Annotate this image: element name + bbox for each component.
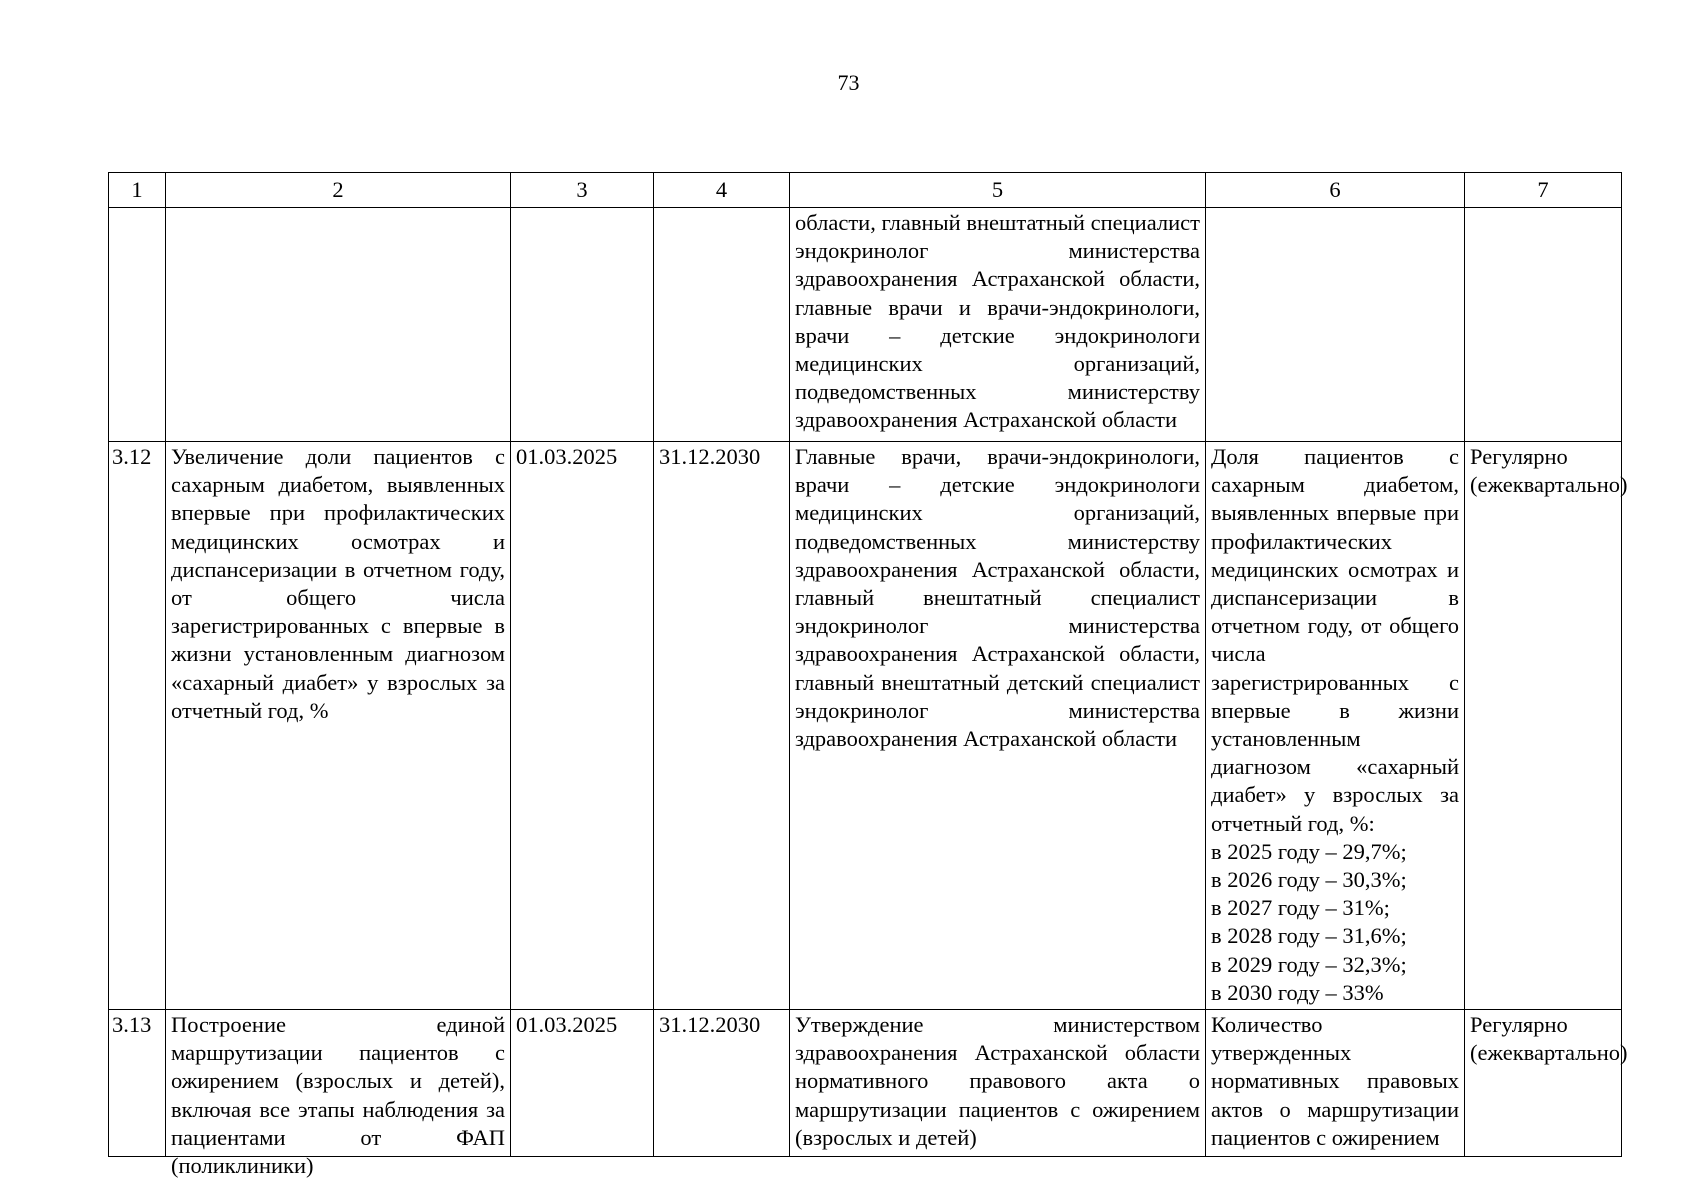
cell-empty [1465,208,1622,442]
indicator-cell [1206,442,1465,1010]
responsible-executors: Главные врачи, врачи-эндокринологи, врачи – детские эндокринологи медицинских организаций, подведомственных министерству здравоохранения Астраханской области, главный внештатный специалист эндокринолог министерства здравоохранения Астраханской области, главный внештатный детский специалист эндокринолог министерства здравоохранения Астраханской области [790,442,1206,1010]
continuation-responsible: области, главный внештатный специалист эндокринолог министерства здравоохранения Астраханской области, главные врачи и врачи-эндокринологи, врачи – детские эндокринологи медицинских организаций, подведомственных министерству здравоохранения Астраханской области [790,208,1206,442]
start-date: 01.03.2025 [516,1012,618,1038]
continuation-row [109,208,1622,442]
measure-title: Построение единой маршрутизации пациентов с ожирением (взрослых и детей), включая все этапы наблюдения за пациентами от ФАП (поликлиники) [171,1012,505,1179]
header-col-7: 7 [1465,173,1622,208]
page-number: 73 [837,70,860,95]
target-2029: в 2029 году – 32,3%; [1211,951,1407,977]
indicator-text: Доля пациентов с сахарным диабетом, выявленных впервые при профилактических медицинских осмотрах и диспансеризации в отчетном году, от общего числа зарегистрированных с впервые в жизни установленным диагнозом «сахарный диабет» у взрослых за отчетный год, %: [1211,444,1459,836]
periodicity-cell [1465,1010,1628,1157]
header-col-1: 1 [109,173,166,208]
target-2030: в 2030 году – 33% [1211,979,1384,1005]
cell-empty [654,208,790,442]
measures-table [108,172,1628,1179]
target-2028: в 2028 году – 31,6%; [1211,923,1407,949]
periodicity: Регулярно (ежеквартально) [1465,442,1622,1010]
cell-empty [109,208,166,442]
indicator-text: Количество утвержденных нормативных правовых актов о маршрутизации пациентов с ожирением [1211,1012,1459,1150]
table-row-3-12 [109,442,1622,1010]
row-number [109,1010,166,1157]
end-date: 31.12.2030 [654,442,790,1010]
row-number: 3.12 [109,442,166,1010]
start-date: 01.03.2025 [511,442,654,1010]
header-row [109,173,1622,208]
responsible-executors: Утверждение министерством здравоохранения Астраханской области нормативного правового акта о маршрутизации пациентов с ожирением (взрослых и детей) [795,1012,1200,1150]
measure-title: Увеличение доли пациентов с сахарным диабетом, выявленных впервые при профилактических медицинских осмотрах и диспансеризации в отчетном году, от общего числа зарегистрированных с впервые в жизни установленным диагнозом «сахарный диабет» у взрослых за отчетный год, % [166,442,511,1010]
indicator-cell [1206,1010,1465,1157]
cell-empty [1206,208,1465,442]
header-col-5: 5 [790,173,1206,208]
table-row-3-13 [109,1010,1622,1157]
header-col-3: 3 [511,173,654,208]
end-date-cell [654,1010,790,1157]
target-2026: в 2026 году – 30,3%; [1211,867,1407,893]
start-date-cell [511,1010,654,1157]
header-col-6: 6 [1206,173,1465,208]
target-2025: в 2025 году – 29,7%; [1211,838,1407,864]
row-number-text: 3.13 [112,1012,152,1038]
header-col-2: 2 [166,173,511,208]
end-date: 31.12.2030 [659,1012,761,1038]
periodicity: Регулярно (ежеквартально) [1470,1012,1628,1066]
responsible-cell [790,1010,1206,1157]
header-col-4: 4 [654,173,790,208]
cell-empty [166,208,511,442]
target-2027: в 2027 году – 31%; [1211,895,1390,921]
measure-title-cell [166,1010,511,1179]
cell-empty [511,208,654,442]
